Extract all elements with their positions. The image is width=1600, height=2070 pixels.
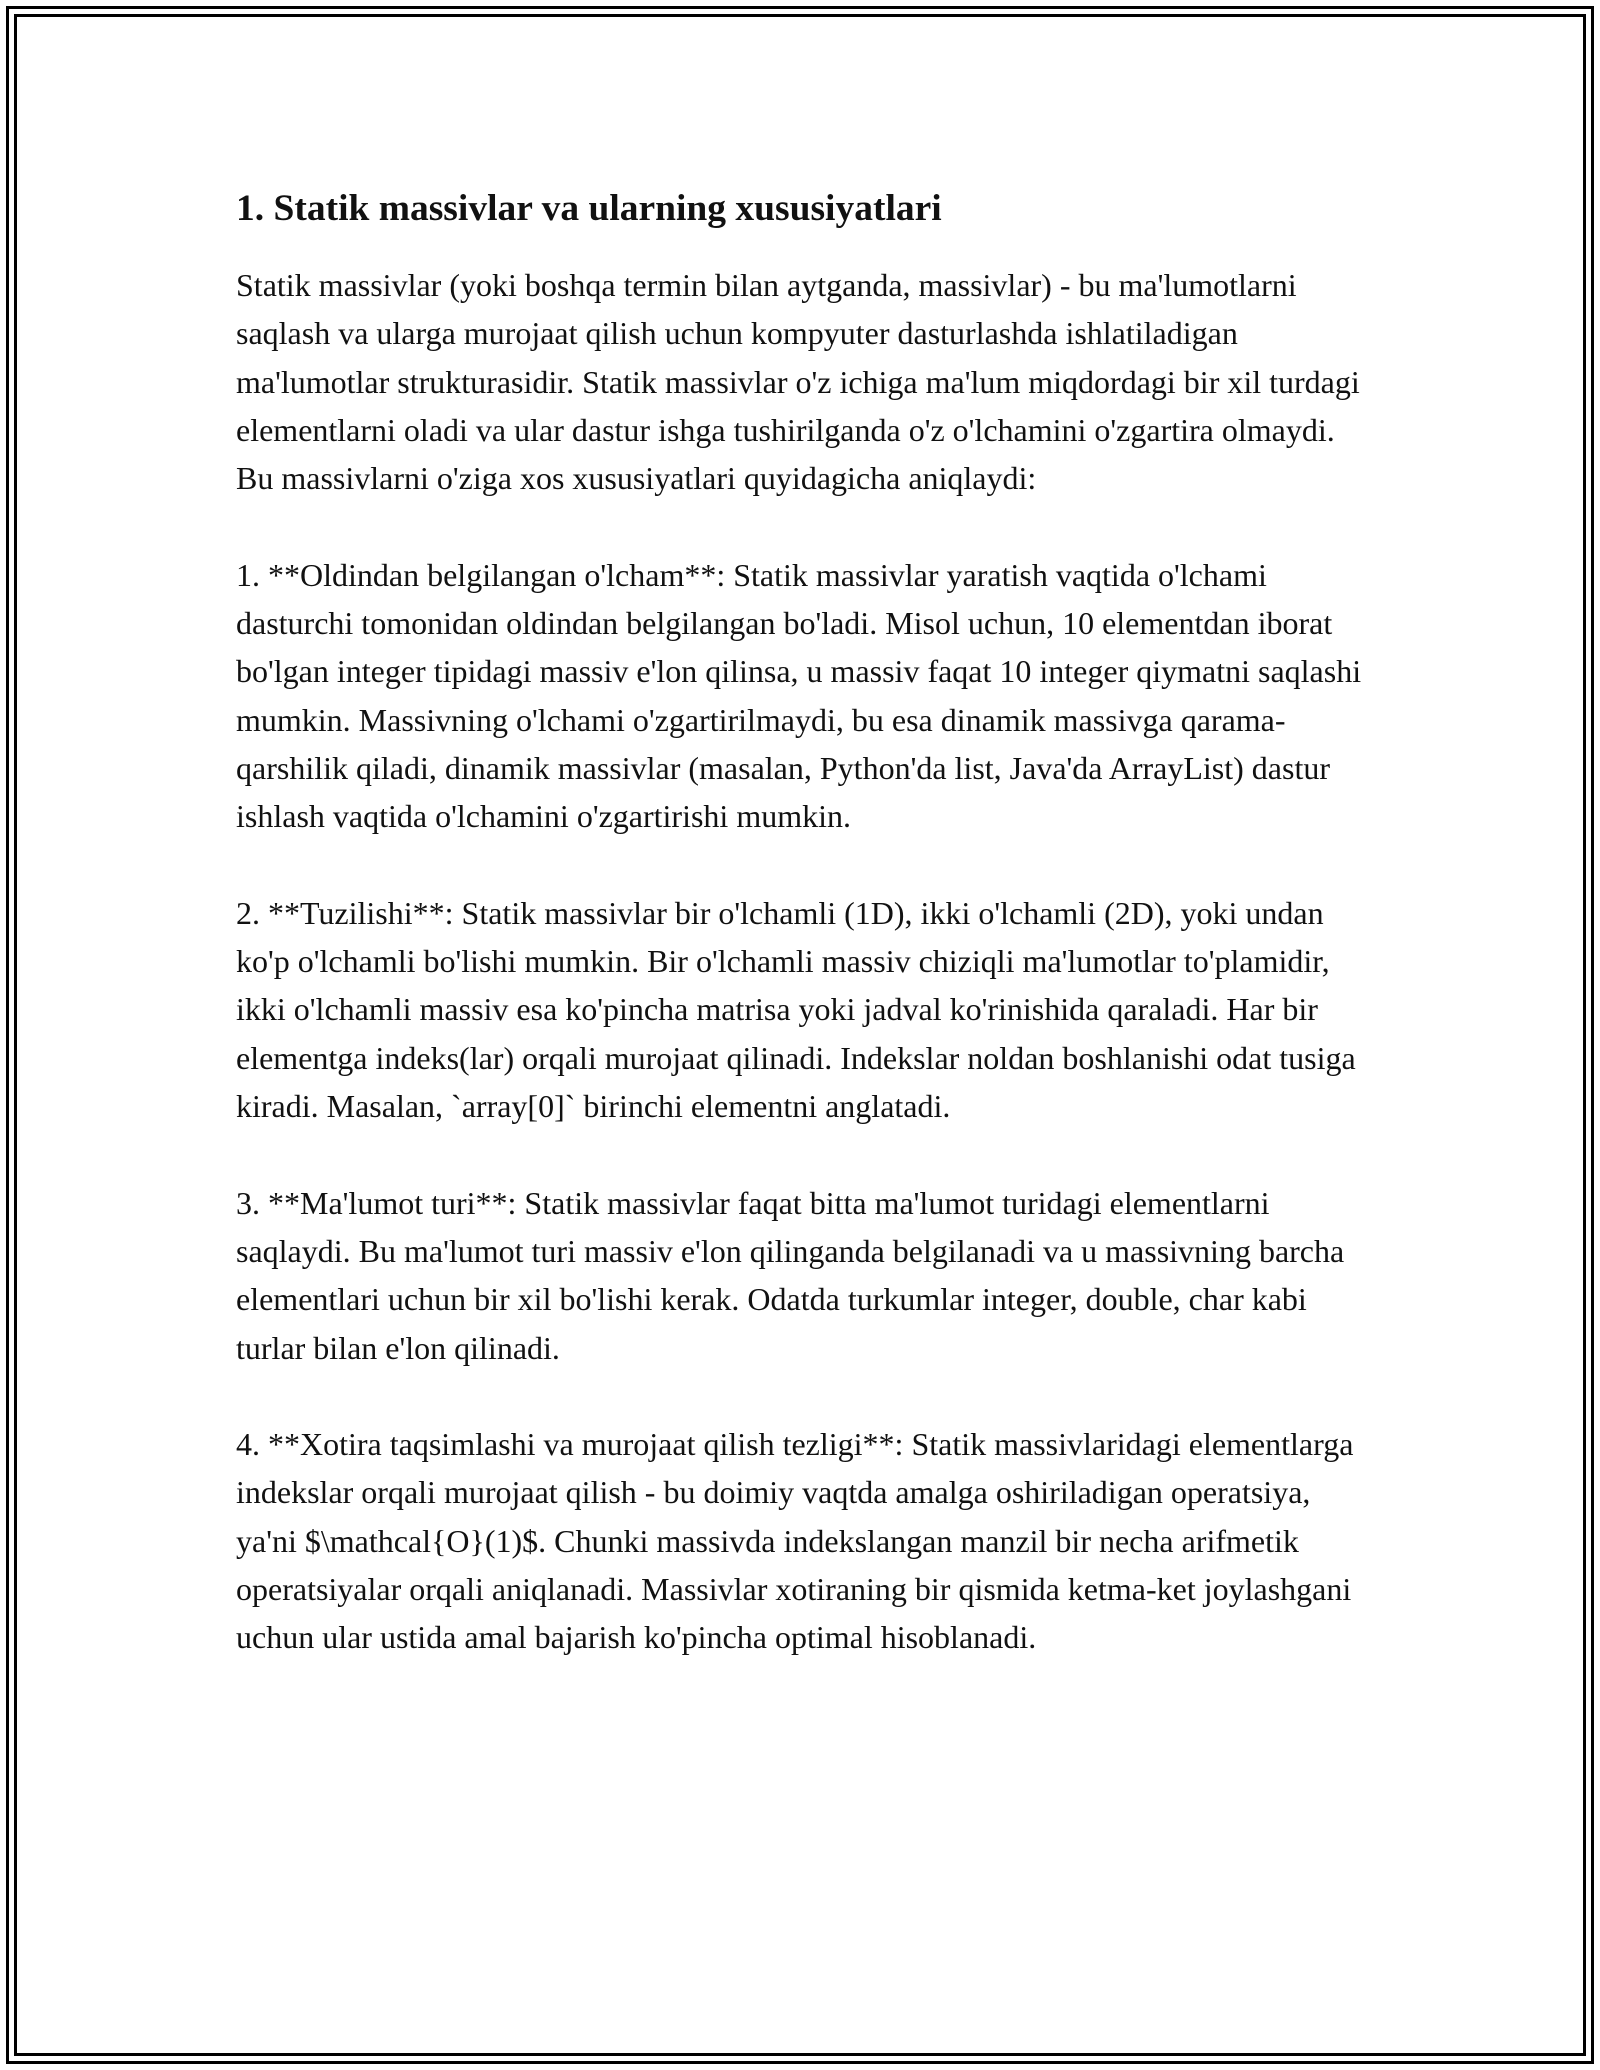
list-item-predefined-size: 1. **Oldindan belgilangan o'lcham**: Statik massivlar yaratish vaqtida o'lchami dasturchi tomonidan oldindan belgilangan bo'ladi. Misol uchun, 10 elementdan iborat bo'lgan integer tipidagi massiv e'lon qilinsa, u massiv faqat 10 integer qiymatni saqlashi mumkin. Massivning o'lchami o'zgartirilmaydi, bu esa dinamik massivga qarama-qarshilik qiladi, dinamik massivlar (masalan, Python'da list, Java'da ArrayList) dastur ishlash vaqtida o'lchamini o'zgartirishi mumkin. (236, 556, 1362, 835)
list-item-data-type: 3. **Ma'lumot turi**: Statik massivlar faqat bitta ma'lumot turidagi elementlarni saqlaydi. Bu ma'lumot turi massiv e'lon qilinganda belgilanadi va u massivning barcha elementlari uchun bir xil bo'lishi kerak. Odatda turkumlar integer, double, char kabi turlar bilan e'lon qilinadi. (236, 1184, 1345, 1366)
list-item-memory-access: 4. **Xotira taqsimlashi va murojaat qilish tezligi**: Statik massivlaridagi elementlarga indekslar orqali murojaat qilish - bu doimiy vaqtda amalga oshiriladigan operatsiya, ya'ni $\mathcal{O}(1)$. Chunki massivda indekslangan manzil bir necha arifmetik operatsiyalar orqali aniqlanadi. Massivlar xotiraning bir qismida ketma-ket joylashgani uchun ular ustida amal bajarish ko'pincha optimal hisoblanadi. (236, 1426, 1354, 1656)
list-item-structure: 2. **Tuzilishi**: Statik massivlar bir o'lchamli (1D), ikki o'lchamli (2D), yoki undan ko'p o'lchamli bo'lishi mumkin. Bir o'lchamli massiv chiziqli ma'lumotlar to'plamidir, ikki o'lchamli massiv esa ko'pincha matrisa yoki jadval ko'rinishida qaraladi. Har bir elementga indeks(lar) orqali murojaat qilinadi. Indekslar noldan boshlanishi odat tusiga kiradi. Masalan, `array[0]` birinchi elementni anglatadi. (236, 894, 1356, 1125)
document-body (236, 185, 1364, 1662)
section-heading: 1. Statik massivlar va ularning xususiyatlari (236, 188, 942, 229)
intro-paragraph: Statik massivlar (yoki boshqa termin bilan aytganda, massivlar) - bu ma'lumotlarni saqlash va ularga murojaat qilish uchun kompyuter dasturlashda ishlatiladigan ma'lumotlar strukturasidir. Statik massivlar o'z ichiga ma'lum miqdordagi bir xil turdagi elementlarni oladi va ular dastur ishga tushirilganda o'z o'lchamini o'zgartira olmaydi. Bu massivlarni o'ziga xos xususiyatlari quyidagicha aniqlaydi: (236, 267, 1360, 497)
